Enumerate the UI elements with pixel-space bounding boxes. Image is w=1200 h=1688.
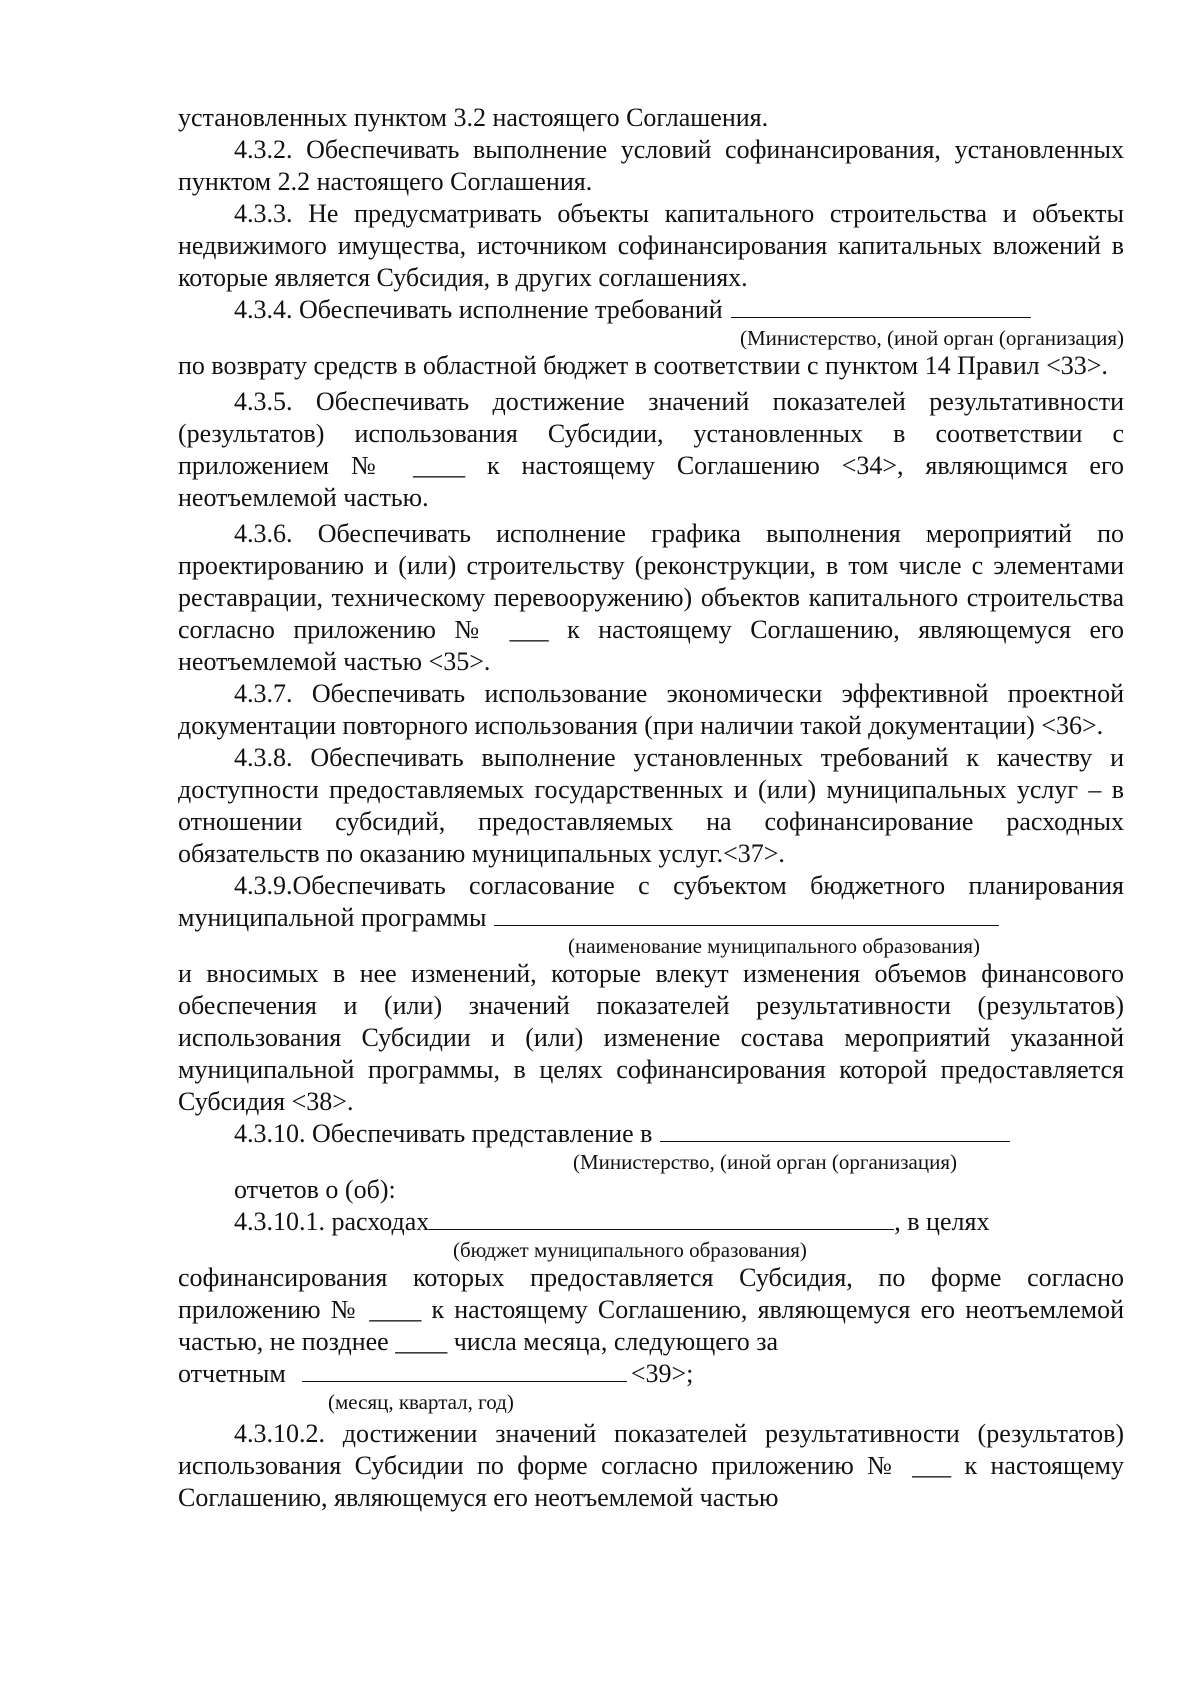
paragraph-4-3-9-program-text: муниципальной программы	[178, 903, 487, 932]
caption-period: (месяц, квартал, год)	[328, 1390, 514, 1414]
paragraph-4-3-3: 4.3.3. Не предусматривать объекты капитального строительства и объекты недвижимого имущества, источником софинансирования капитальных вложений в которые является Субсидия, в других соглашениях.	[178, 199, 1124, 292]
blank-line	[302, 1359, 627, 1382]
paragraph-4-3-10-1-text: 4.3.10.1. расходах	[234, 1207, 430, 1236]
blank-line	[731, 295, 1031, 318]
paragraph-4-3-10-1-period-line	[178, 1358, 1124, 1390]
paragraph-4-3-10-line	[178, 1118, 1124, 1150]
paragraph-4-3-10-1-line	[178, 1206, 1124, 1238]
paragraph-4-3-4-continuation: по возврату средств в областной бюджет в соответствии с пунктом 14 Правил <33>.	[178, 351, 1108, 380]
paragraph-4-3-9-continuation: и вносимых в нее изменений, которые влекут изменения объемов финансового обеспечения и (или) значений показателей результативности (результатов) использования Субсидии и (или) изменение состава мероприятий указанной муниципальной программы, в целях софинансирования которой предоставляется Субсидия <38>.	[178, 959, 1124, 1116]
blank-line	[660, 1119, 1010, 1142]
paragraph-4-3-8: 4.3.8. Обеспечивать выполнение установленных требований к качеству и доступности предоставляемых государственных и (или) муниципальных услуг – в отношении субсидий, предоставляемых на софинансирование расходных обязательств по оказанию муниципальных услуг.<37>.	[178, 743, 1124, 868]
paragraph-4-3-5: 4.3.5. Обеспечивать достижение значений показателей результативности (результатов) использования Субсидии, установленных в соответствии с приложением № ____ к настоящему Соглашению <34>, являющимся его неотъемлемой частью.	[178, 387, 1124, 512]
paragraph-4-3-10-1-purpose: , в целях	[894, 1207, 990, 1236]
paragraph-4-3-9-first-line: 4.3.9.Обеспечивать согласование с субъектом бюджетного планирования	[234, 871, 1124, 900]
paragraph-4-3-7: 4.3.7. Обеспечивать использование экономически эффективной проектной документации повторного использования (при наличии такой документации) <36>.	[178, 679, 1124, 740]
blank-line	[494, 903, 999, 926]
paragraph-4-3-4-line	[178, 294, 1124, 326]
paragraph-4-3-4-text: 4.3.4. Обеспечивать исполнение требований	[234, 295, 723, 324]
paragraph-4-3-2: 4.3.2. Обеспечивать выполнение условий софинансирования, установленных пунктом 2.2 настоящего Соглашения.	[178, 135, 1124, 196]
blank-line	[429, 1207, 894, 1230]
paragraph-4-3-9-program-line	[178, 902, 1124, 934]
paragraph-4-3-6: 4.3.6. Обеспечивать исполнение графика выполнения мероприятий по проектированию и (или) строительству (реконструкции, в том числе с элементами реставрации, техническому перевооружению) объектов капитального строительства согласно приложению № ___ к настоящему Соглашению, являющемуся его неотъемлемой частью <35>.	[178, 519, 1124, 676]
caption-ministry-2: (Министерство, (иной орган (организация)	[573, 1150, 957, 1174]
paragraph-4-3-10-1-continuation: софинансирования которых предоставляется Субсидия, по форме согласно приложению № ____ к настоящему Соглашению, являющемуся его неотъемлемой частью, не позднее ____ числа месяца, следующего за	[178, 1263, 1124, 1356]
caption-municipal-budget: (бюджет муниципального образования)	[453, 1238, 807, 1262]
footnote-39: <39>;	[630, 1359, 694, 1388]
paragraph-4-3-10-2: 4.3.10.2. достижении значений показателей результативности (результатов) использования Субсидии по форме согласно приложению № ___ к настоящему Соглашению, являющемуся его неотъемлемой частью	[178, 1419, 1124, 1512]
paragraph-4-3-10-reports: отчетов о (об):	[234, 1175, 396, 1204]
paragraph-4-3-10-1-reporting: отчетным	[178, 1359, 286, 1388]
paragraph-continuation: установленных пунктом 3.2 настоящего Соглашения.	[178, 103, 769, 132]
caption-ministry: (Министерство, (иной орган (организация)	[740, 326, 1124, 350]
paragraph-4-3-10-text: 4.3.10. Обеспечивать представление в	[234, 1119, 653, 1148]
caption-municipality-name: (наименование муниципального образования)	[568, 934, 981, 958]
